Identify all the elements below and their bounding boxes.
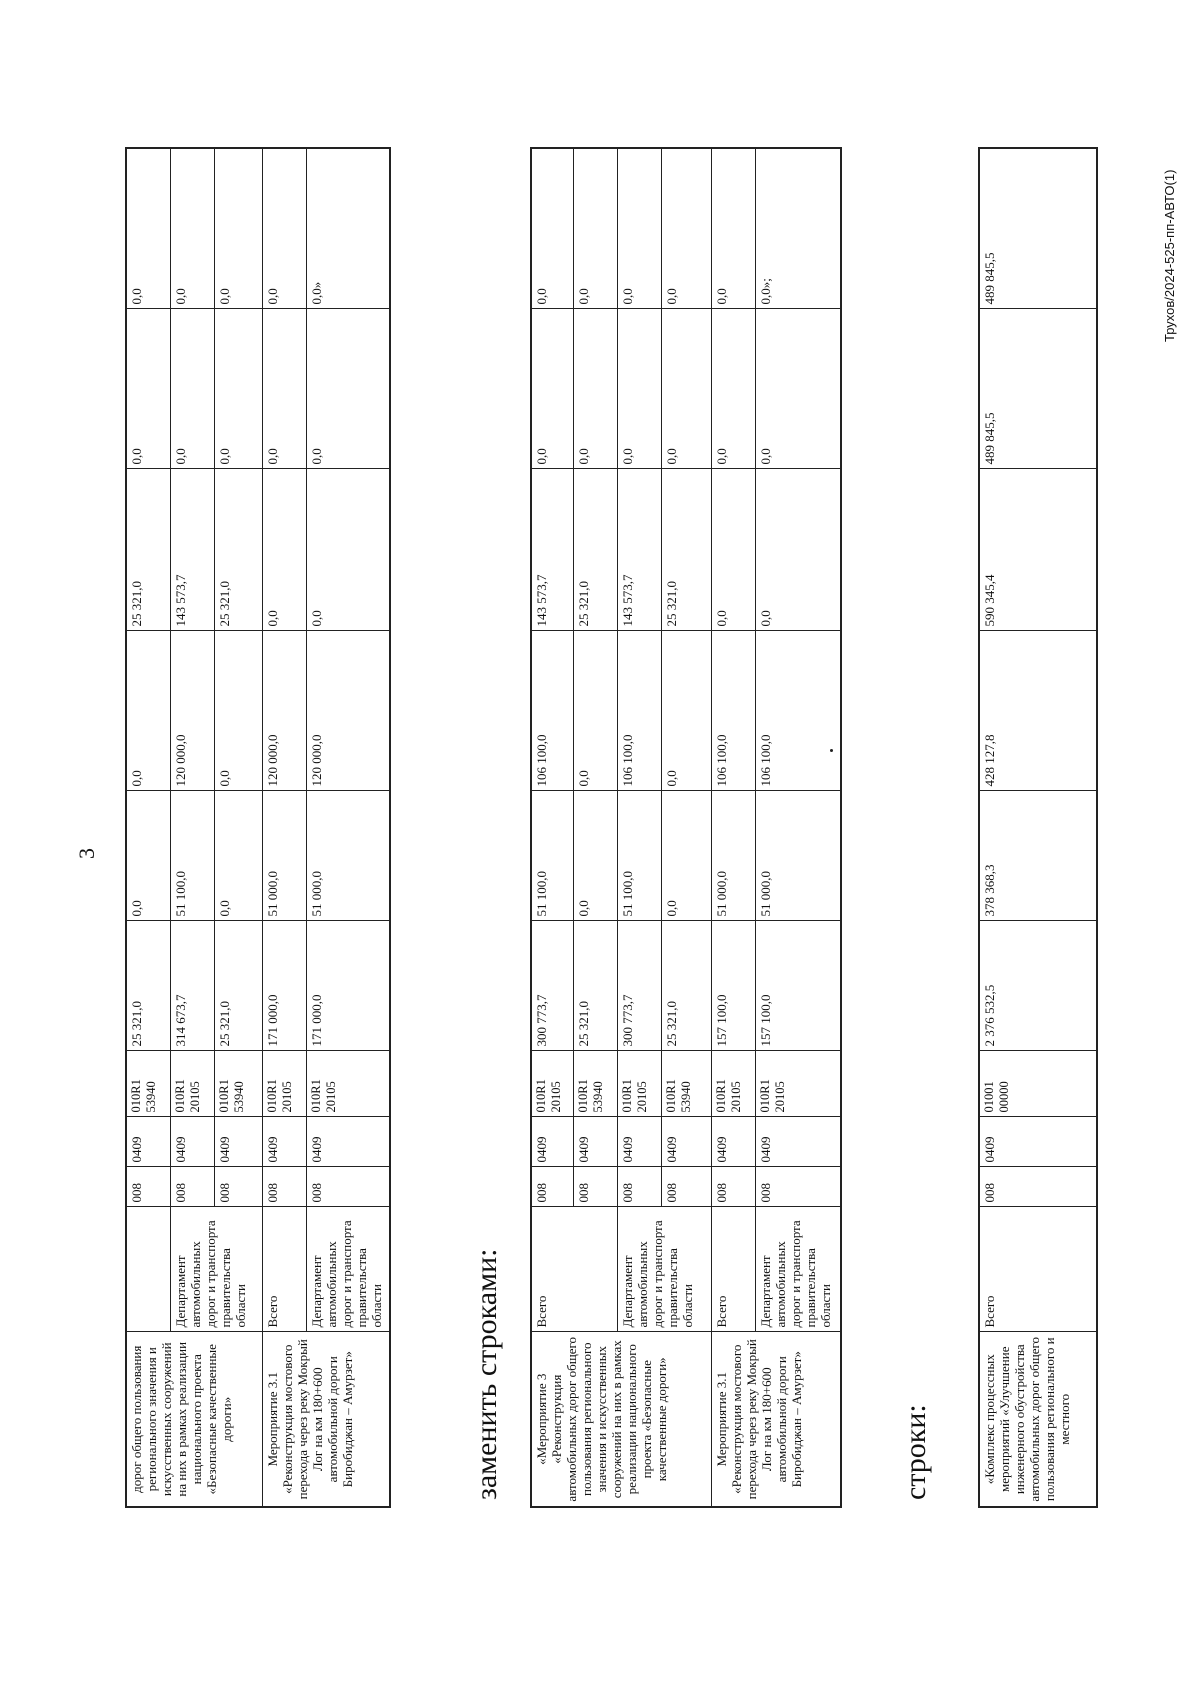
grbs-cell: 008 (617, 1167, 661, 1207)
value-cell: 300 773,7 (531, 921, 573, 1051)
value-cell: 489 845,5 (979, 148, 1097, 309)
executor-cell: Всего (262, 1207, 306, 1332)
rz-cell: 0409 (126, 1117, 170, 1167)
value-cell: 0,0 (531, 148, 573, 309)
value-cell: 120 000,0 (306, 631, 390, 791)
csr-cell: 010R1 20105 (306, 1051, 390, 1117)
value-cell: 0,0 (573, 148, 617, 309)
grbs-cell: 008 (661, 1167, 711, 1207)
row-name-cell: «Комплекс процессных мероприятий «Улучшение инженерного обустройства автомобильных дорог общего пользования регионального и местного (979, 1332, 1097, 1507)
value-cell: 0,0 (126, 791, 170, 921)
budget-table-replacement (530, 147, 842, 1508)
value-cell: 0,0 (661, 309, 711, 469)
value-cell: 0,0 (126, 309, 170, 469)
table-row (170, 148, 214, 1507)
csr-cell: 010R1 53940 (126, 1051, 170, 1117)
table-row (711, 148, 755, 1507)
executor-cell: Всего (531, 1207, 617, 1332)
value-cell: 106 100,0 (711, 631, 755, 791)
value-cell: 489 845,5 (979, 309, 1097, 469)
replace-with-phrase: заменить строками: (470, 1248, 503, 1500)
value-cell: 0,0 (617, 148, 661, 309)
csr-cell: 010R1 20105 (711, 1051, 755, 1117)
value-cell: 0,0»; (755, 148, 841, 309)
rz-cell: 0409 (661, 1117, 711, 1167)
document-code: Трухов/2024-525-пп-АВТО(1) (1162, 169, 1177, 342)
value-cell: 0,0 (711, 469, 755, 631)
value-cell: 0,0 (262, 148, 306, 309)
value-cell: 378 368,3 (979, 791, 1097, 921)
csr-cell: 010R1 53940 (573, 1051, 617, 1117)
value-cell: 25 321,0 (126, 469, 170, 631)
rz-cell: 0409 (306, 1117, 390, 1167)
value-cell: 120 000,0 (262, 631, 306, 791)
value-cell: 0,0 (573, 791, 617, 921)
value-cell: 0,0 (711, 309, 755, 469)
table-row (617, 148, 661, 1507)
executor-cell (126, 1207, 170, 1332)
value-cell: 0,0 (531, 309, 573, 469)
csr-cell: 010R1 53940 (214, 1051, 262, 1117)
grbs-cell: 008 (755, 1167, 841, 1207)
value-cell: 0,0 (306, 309, 390, 469)
value-cell: 300 773,7 (617, 921, 661, 1051)
table-row (531, 148, 573, 1507)
value-cell: 0,0 (573, 309, 617, 469)
value-cell: 0,0 (262, 309, 306, 469)
grbs-cell: 008 (531, 1167, 573, 1207)
row-name-cell: Мероприятие 3.1 «Реконструкция мостового перехода через реку Мокрый Лог на км 180+600 автомобильной дороги Биробиджан – Амурзет» (262, 1332, 390, 1507)
value-cell: 0,0» (306, 148, 390, 309)
rz-cell: 0409 (170, 1117, 214, 1167)
grbs-cell: 008 (979, 1167, 1097, 1207)
rz-cell: 0409 (573, 1117, 617, 1167)
table-row (755, 148, 841, 1507)
value-cell: 25 321,0 (661, 921, 711, 1051)
value-cell: 51 100,0 (617, 791, 661, 921)
rz-cell: 0409 (262, 1117, 306, 1167)
value-cell: 0,0 (573, 631, 617, 791)
budget-table-complex (978, 147, 1098, 1508)
table-row (262, 148, 306, 1507)
table-row (979, 148, 1097, 1507)
value-cell: 171 000,0 (306, 921, 390, 1051)
value-cell: 314 673,7 (170, 921, 214, 1051)
value-cell: 2 376 532,5 (979, 921, 1097, 1051)
value-cell: 0,0 (214, 148, 262, 309)
rz-cell: 0409 (755, 1117, 841, 1167)
executor-cell: Департамент автомобильных дорог и транспорта правительства области (755, 1207, 841, 1332)
row-name-cell: Мероприятие 3.1 «Реконструкция мостового перехода через реку Мокрый Лог на км 180+600 автомобильной дороги Биробиджан – Амурзет» (711, 1332, 841, 1507)
rz-cell: 0409 (711, 1117, 755, 1167)
rz-cell: 0409 (214, 1117, 262, 1167)
value-cell: 0,0 (755, 469, 841, 631)
executor-cell: Департамент автомобильных дорог и транспорта правительства области (617, 1207, 711, 1332)
value-cell: 143 573,7 (170, 469, 214, 631)
executor-cell: Всего (979, 1207, 1097, 1332)
value-cell: 120 000,0 (170, 631, 214, 791)
csr-cell: 01001 00000 (979, 1051, 1097, 1117)
csr-cell: 010R1 20105 (617, 1051, 661, 1117)
csr-cell: 010R1 20105 (755, 1051, 841, 1117)
executor-cell: Департамент автомобильных дорог и транспорта правительства области (170, 1207, 262, 1332)
value-cell: 0,0 (661, 631, 711, 791)
value-cell: 0,0 (214, 791, 262, 921)
grbs-cell: 008 (214, 1167, 262, 1207)
value-cell: 25 321,0 (661, 469, 711, 631)
value-cell: 590 345,4 (979, 469, 1097, 631)
value-cell: 25 321,0 (214, 469, 262, 631)
value-cell: 143 573,7 (531, 469, 573, 631)
value-cell: 157 100,0 (755, 921, 841, 1051)
value-cell: 106 100,0 (755, 631, 841, 791)
value-cell: 0,0 (755, 309, 841, 469)
grbs-cell: 008 (711, 1167, 755, 1207)
row-name-cell: дорог общего пользования регионального значения и искусственных сооружений на них в рамках реализации национального проекта «Безопасные качественные дороги» (126, 1332, 262, 1507)
rz-cell: 0409 (531, 1117, 573, 1167)
value-cell: 51 100,0 (531, 791, 573, 921)
value-cell: 0,0 (214, 309, 262, 469)
csr-cell: 010R1 20105 (262, 1051, 306, 1117)
table-row (306, 148, 390, 1507)
value-cell: 0,0 (306, 469, 390, 631)
budget-table-original (125, 147, 391, 1508)
grbs-cell: 008 (262, 1167, 306, 1207)
csr-cell: 010R1 20105 (170, 1051, 214, 1117)
rz-cell: 0409 (979, 1117, 1097, 1167)
value-cell: 51 000,0 (755, 791, 841, 921)
value-cell: 0,0 (262, 469, 306, 631)
value-cell: 0,0 (170, 309, 214, 469)
grbs-cell: 008 (170, 1167, 214, 1207)
value-cell: 428 127,8 (979, 631, 1097, 791)
value-cell: 0,0 (170, 148, 214, 309)
value-cell: 0,0 (214, 631, 262, 791)
value-cell: 0,0 (661, 148, 711, 309)
value-cell: 106 100,0 (617, 631, 661, 791)
value-cell: 0,0 (126, 631, 170, 791)
value-cell: 106 100,0 (531, 631, 573, 791)
grbs-cell: 008 (306, 1167, 390, 1207)
rz-cell: 0409 (617, 1117, 661, 1167)
value-cell: 51 000,0 (262, 791, 306, 921)
table-row (126, 148, 170, 1507)
value-cell: 171 000,0 (262, 921, 306, 1051)
value-cell: 51 000,0 (711, 791, 755, 921)
value-cell: 51 000,0 (306, 791, 390, 921)
executor-cell: Департамент автомобильных дорог и транспорта правительства области (306, 1207, 390, 1332)
value-cell: 25 321,0 (573, 469, 617, 631)
value-cell: 0,0 (661, 791, 711, 921)
value-cell: 25 321,0 (214, 921, 262, 1051)
value-cell: 0,0 (711, 148, 755, 309)
value-cell: 143 573,7 (617, 469, 661, 631)
value-cell: 157 100,0 (711, 921, 755, 1051)
value-cell: 0,0 (617, 309, 661, 469)
value-cell: 0,0 (126, 148, 170, 309)
value-cell: 51 100,0 (170, 791, 214, 921)
page-number: 3 (74, 848, 99, 859)
csr-cell: 010R1 53940 (661, 1051, 711, 1117)
grbs-cell: 008 (573, 1167, 617, 1207)
rows-phrase: строки: (899, 1404, 932, 1500)
row-name-cell: «Мероприятие 3 «Реконструкция автомобильных дорог общего пользования регионального значения и искусственных сооружений на них в рамках реализации национального проекта «Безопасные качественные дороги» (531, 1332, 711, 1507)
value-cell: 25 321,0 (573, 921, 617, 1051)
grbs-cell: 008 (126, 1167, 170, 1207)
value-cell: 25 321,0 (126, 921, 170, 1051)
executor-cell: Всего (711, 1207, 755, 1332)
csr-cell: 010R1 20105 (531, 1051, 573, 1117)
stray-dot-mark (830, 749, 833, 752)
